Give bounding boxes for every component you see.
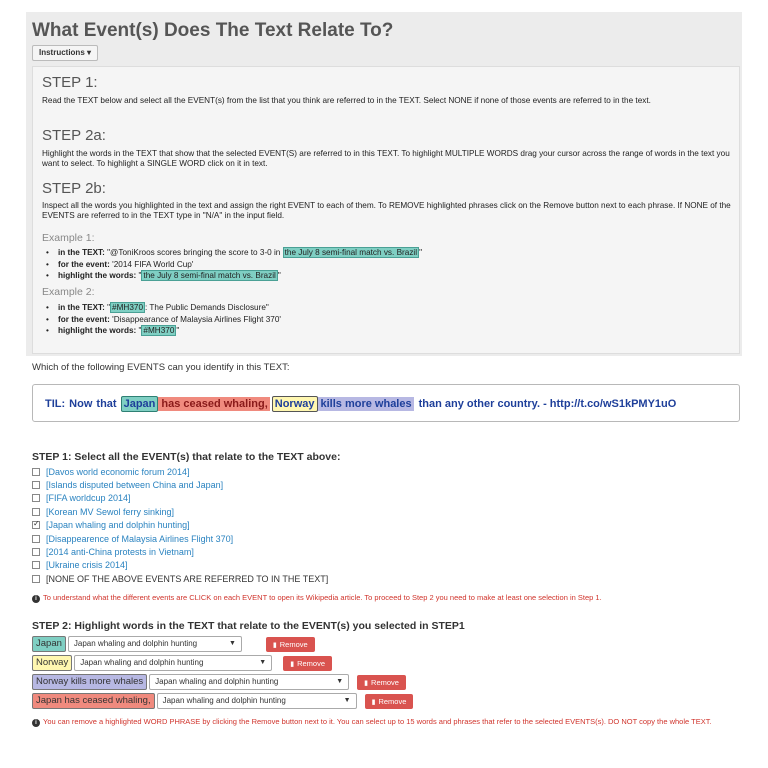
- event-select[interactable]: Japan whaling and dolphin hunting ▼: [68, 636, 242, 652]
- step2-note: i You can remove a highlighted WORD PHRASE by clicking the Remove button next to it. You can select up to 15 words and phrases that refer to the selected EVENTS(s). DO NOT copy the whole TEXT.: [32, 717, 738, 727]
- event-item[interactable]: [32, 465, 328, 478]
- example1-words: • highlight the words: " the July 8 semi-final match vs. Brazil ": [46, 270, 726, 282]
- event-item[interactable]: [32, 545, 328, 558]
- text-box[interactable]: [32, 384, 740, 422]
- remove-button[interactable]: ▮ Remove: [357, 675, 406, 690]
- step1-text: Read the TEXT below and select all the EVENT(s) from the list that you think are referred to in the TEXT. Select NONE if none of those events are referred to in the text.: [42, 96, 651, 105]
- example2-list: [46, 302, 726, 337]
- event-link[interactable]: [Disappearence of Malaysia Airlines Flight 370]: [46, 533, 234, 544]
- events-question: Which of the following EVENTS can you identify in this TEXT:: [32, 362, 290, 373]
- page-title: What Event(s) Does The Text Relate To?: [32, 20, 394, 41]
- event-select[interactable]: Japan whaling and dolphin hunting ▼: [157, 693, 357, 709]
- step1-heading: STEP 1:: [42, 74, 98, 91]
- highlight-phrase: Japan: [32, 636, 66, 652]
- highlight-phrase: Norway: [32, 655, 72, 671]
- event-checkbox[interactable]: [32, 481, 40, 489]
- word-that[interactable]: that: [96, 398, 117, 410]
- event-checkbox[interactable]: [32, 468, 40, 476]
- info-icon: i: [32, 719, 40, 727]
- event-item[interactable]: [32, 532, 328, 545]
- step2-section-heading: STEP 2: Highlight words in the TEXT that relate to the EVENT(s) you selected in STEP1: [32, 620, 465, 632]
- event-link[interactable]: [Islands disputed between China and Japan]: [46, 480, 224, 491]
- event-checkbox[interactable]: [32, 494, 40, 502]
- event-item[interactable]: [32, 492, 328, 505]
- step1-note: i To understand what the different events are CLICK on each EVENT to open its Wikipedia article. To proceed to Step 2 you need to make at least one selection in Step 1.: [32, 593, 732, 603]
- highlight-row: [32, 693, 413, 709]
- event-checkbox[interactable]: [32, 575, 40, 583]
- trash-icon: ▮: [290, 660, 295, 668]
- highlight-norway[interactable]: Norway: [272, 396, 318, 412]
- example2-words: • highlight the words: " #MH370 ": [46, 325, 726, 337]
- event-select[interactable]: Japan whaling and dolphin hunting ▼: [149, 674, 349, 690]
- example1-heading: Example 1:: [42, 232, 95, 244]
- event-item[interactable]: [32, 478, 328, 491]
- highlight-row: [32, 674, 406, 690]
- word-til[interactable]: TIL:: [45, 398, 66, 410]
- example2-in-text: • in the TEXT: " #MH370 : The Public Demands Disclosure": [46, 302, 726, 314]
- example2-event: • for the event: 'Disappearance of Malaysia Airlines Flight 370': [46, 314, 726, 326]
- step1-section-heading: STEP 1: Select all the EVENT(s) that relate to the TEXT above:: [32, 451, 341, 463]
- example2-heading: Example 2:: [42, 286, 95, 298]
- caret-down-icon: ▼: [259, 659, 267, 666]
- trash-icon: ▮: [272, 641, 277, 649]
- highlight-row: [32, 636, 315, 652]
- example1-list: [46, 247, 726, 282]
- text-rest[interactable]: than any other country. - http://t.co/wS1kPMY1uO: [418, 398, 677, 410]
- event-link[interactable]: [2014 anti-China protests in Vietnam]: [46, 547, 194, 558]
- instructions-button[interactable]: Instructions ▾: [32, 45, 98, 61]
- step2a-heading: STEP 2a:: [42, 127, 106, 144]
- example2-words-highlight: #MH370: [143, 326, 175, 335]
- trash-icon: ▮: [371, 698, 376, 706]
- event-checkbox[interactable]: [32, 548, 40, 556]
- highlight-kills-more-whales[interactable]: kills more whales: [320, 398, 412, 410]
- caret-down-icon: ▼: [343, 697, 351, 704]
- example2-highlight: #MH370: [112, 303, 143, 312]
- caret-down-icon: ▼: [336, 678, 344, 685]
- caret-down-icon: ▼: [228, 640, 236, 647]
- event-checkbox[interactable]: [32, 561, 40, 569]
- step2b-heading: STEP 2b:: [42, 180, 106, 197]
- word-now[interactable]: Now: [69, 398, 93, 410]
- remove-button[interactable]: ▮ Remove: [283, 656, 332, 671]
- event-link[interactable]: [Japan whaling and dolphin hunting]: [46, 520, 190, 531]
- step2a-text: Highlight the words in the TEXT that show that the selected EVENT(S) are referred to in this TEXT. To highlight MULTIPLE WORDS drag your cursor across the range of words in the text you want to select. To highlight a SINGLE WORD click on it in text.: [42, 149, 730, 168]
- event-checkbox[interactable]: [32, 508, 40, 516]
- highlight-row: [32, 655, 332, 671]
- event-select[interactable]: Japan whaling and dolphin hunting ▼: [74, 655, 272, 671]
- example1-event: • for the event: '2014 FIFA World Cup': [46, 259, 726, 271]
- text-content[interactable]: [45, 396, 676, 412]
- event-checkbox[interactable]: [32, 535, 40, 543]
- highlight-phrase: Japan has ceased whaling,: [32, 693, 155, 709]
- remove-button[interactable]: ▮ Remove: [266, 637, 315, 652]
- event-link[interactable]: [Ukraine crisis 2014]: [46, 560, 128, 571]
- event-none-label[interactable]: [NONE OF THE ABOVE EVENTS ARE REFERRED TO IN THE TEXT]: [46, 573, 329, 584]
- event-link[interactable]: [Korean MV Sewol ferry sinking]: [46, 506, 175, 517]
- highlight-has-ceased-whaling[interactable]: has ceased whaling,: [161, 398, 268, 410]
- example1-in-text: • in the TEXT: "@ToniKroos scores bringing the score to 3-0 in the July 8 semi-final match vs. Brazil ": [46, 247, 726, 259]
- example1-highlight: the July 8 semi-final match vs. Brazil: [284, 248, 418, 257]
- event-checklist: [32, 465, 328, 586]
- example1-words-highlight: the July 8 semi-final match vs. Brazil: [143, 271, 276, 280]
- event-link[interactable]: [Davos world economic forum 2014]: [46, 466, 190, 477]
- event-item-none[interactable]: [32, 572, 328, 585]
- event-checkbox-checked[interactable]: [32, 521, 40, 529]
- event-link[interactable]: [FIFA worldcup 2014]: [46, 493, 131, 504]
- trash-icon: ▮: [364, 679, 369, 687]
- event-item[interactable]: [32, 519, 328, 532]
- step2b-text: Inspect all the words you highlighted in the text and assign the right EVENT to each of them. To REMOVE highlighted phrases click on the Remove button next to each phrase. If NONE of the EVENTS are referred to in the TEXT type in "N/A" in the input field.: [42, 201, 731, 220]
- highlight-phrase: Norway kills more whales: [32, 674, 147, 690]
- event-item[interactable]: [32, 505, 328, 518]
- remove-button[interactable]: ▮ Remove: [365, 694, 414, 709]
- event-item[interactable]: [32, 559, 328, 572]
- highlight-japan[interactable]: Japan: [121, 396, 159, 412]
- info-icon: i: [32, 595, 40, 603]
